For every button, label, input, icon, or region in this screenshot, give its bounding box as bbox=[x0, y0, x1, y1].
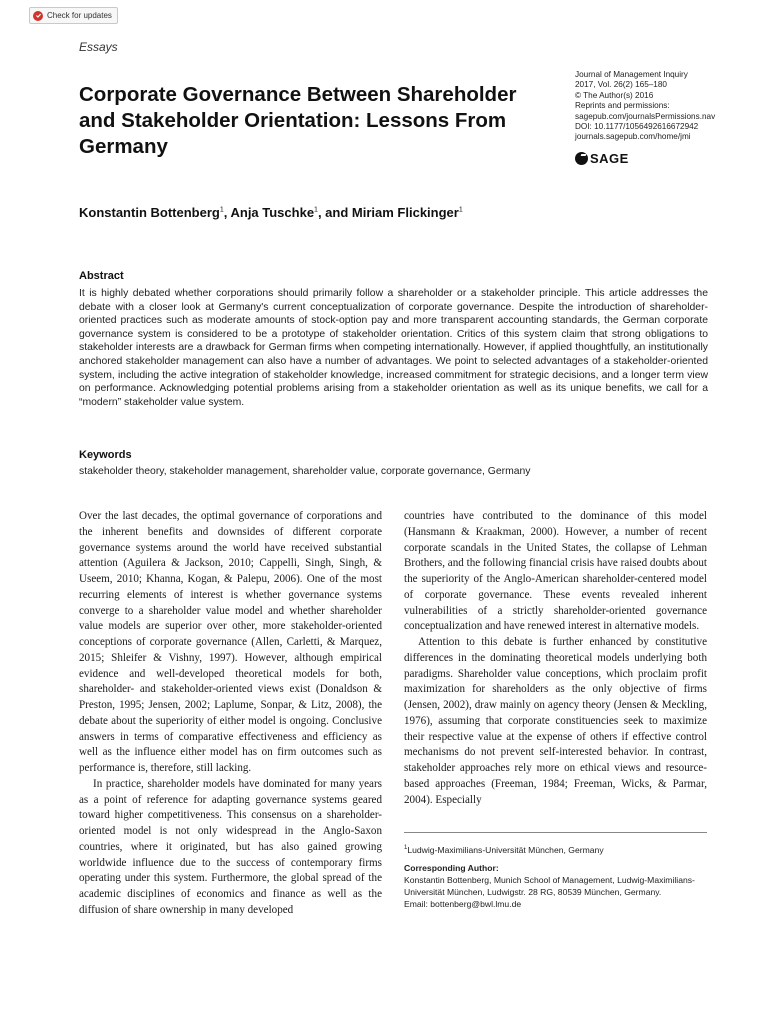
body-paragraph: Attention to this debate is further enhanced by constitutive differences in the dominating theoretical models underlying both paradigms. Shareholder value conceptions, which proclaim profit maximization for shareholders as the only objective of firms (Jensen, 2002), draw mainly on agency theory (Jensen & Meckling, 1976), assuming that corporate constituencies seek to maximize their respective value at the expense of others if effective control mechanisms do not prevent self-interested behavior. In contrast, stakeholder approaches rely more on ethical views and resource-based approaches (Freeman, 1984; Freeman, Wicks, & Parmar, 2004). Especially bbox=[404, 636, 707, 806]
corresponding-author-heading: Corresponding Author: bbox=[404, 862, 499, 873]
body-column-left bbox=[79, 509, 382, 919]
body-paragraph: Over the last decades, the optimal governance of corporations and the inherent benefits and downsides of different corporate governance systems around the world have received substantial attention (Aguilera & Jackson, 2010; Cappelli, Singh, Singh, & Useem, 2010; Khanna, Kogan, & Palepu, 2006). One of the most recurring elements of interest is whether governance systems converge to a shareholder value model and whether shareholder value models are superior over other, more stakeholder-oriented conceptions of corporate governance (Allen, Carletti, & Marquez, 2015; Shleifer & Vishny, 1997). However, although empirical evidence and well-developed theoretical models for both, shareholder- and stakeholder-oriented views exist (Donaldson & Preston, 1995; Jensen, 2002; Laplume, Sonpar, & Litz, 2008), the debate about the superiority of either model is ongoing. Conclusive answers in terms of comparative effectiveness and efficiency as well as the influence either model has on firm outcomes such as performance is, therefore, still lacking. bbox=[79, 510, 382, 774]
corresponding-author-email[interactable]: Email: bottenberg@bwl.lmu.de bbox=[404, 898, 522, 909]
keywords-text: stakeholder theory, stakeholder management, shareholder value, corporate governance, Germany bbox=[79, 466, 531, 477]
affiliation-mark: 1 bbox=[404, 845, 408, 851]
paper-title: Corporate Governance Between Shareholder and Stakeholder Orientation: Lessons From Germany bbox=[79, 83, 517, 158]
abstract-text: It is highly debated whether corporations should primarily follow a shareholder or a stakeholder principle. This article addresses the debate with a closer look at Germany's current conceptualization of corporate governance. Despite the introduction of shareholder-oriented practices such as moderate amounts of stock-option pay and more transparent accounting standards, the German corporate governance system is considered to be a prototype of stakeholder orientation. Critics of this system claim that strong obligations to stakeholder interests are a drawback for German firms when competing internationally. However, if applied thoughtfully, an institutionally anchored stakeholder management can also have a number of advantages. We point to selected advantages of a stakeholder-oriented system, including the active integration of stakeholder knowledge, increased commitment for strategic decisions, and a longer term view on performance. Acknowledging potential problems arising from a stakeholder orientation as well as its unique benefits, we call for a “modern” stakeholder value system. bbox=[79, 288, 708, 408]
affiliation-mark: 1 bbox=[458, 206, 463, 214]
check-for-updates-badge[interactable] bbox=[29, 7, 118, 24]
affiliation-mark: 1 bbox=[314, 206, 318, 214]
copyright-line: © The Author(s) 2016 bbox=[575, 90, 654, 100]
publisher-name: SAGE bbox=[590, 151, 629, 166]
doi-line[interactable]: DOI: 10.1177/1056492616672942 bbox=[575, 122, 699, 132]
author-separator: , and bbox=[317, 205, 352, 220]
affiliation-text: Ludwig-Maximilians-Universität München, Germany bbox=[407, 844, 604, 855]
journal-info bbox=[575, 70, 745, 143]
author-name: Anja Tuschke bbox=[230, 205, 315, 220]
body-paragraph: countries have contributed to the dominance of this model (Hansmann & Kraakman, 2000). However, a number of recent corporate scandals in the United States, the collapse of Lehman Brothers, and the following financial crisis have raised doubts about the superiority of the Anglo-American shareholder-centered model of corporate governance. These events revealed inherent vulnerabilities of a strictly shareholder-oriented governance conceptualization and have renewed interest in alternative models. bbox=[404, 510, 707, 633]
affiliation-mark: 1 bbox=[219, 206, 224, 214]
journal-homepage-link[interactable]: journals.sagepub.com/home/jmi bbox=[575, 132, 691, 142]
journal-name: Journal of Management Inquiry bbox=[575, 70, 688, 79]
keywords-heading: Keywords bbox=[79, 449, 132, 461]
reprints-line: Reprints and permissions: bbox=[575, 101, 670, 111]
update-check-icon bbox=[33, 11, 43, 21]
check-for-updates-label: Check for updates bbox=[47, 11, 112, 20]
sage-logo bbox=[575, 151, 629, 166]
sage-logo-icon bbox=[575, 152, 588, 165]
abstract-heading: Abstract bbox=[79, 270, 124, 282]
section-label: Essays bbox=[79, 40, 118, 54]
body-column-right bbox=[404, 509, 707, 808]
author-separator: , bbox=[223, 205, 231, 220]
affiliation-note bbox=[404, 842, 707, 856]
author-name: Konstantin Bottenberg bbox=[79, 205, 220, 220]
corresponding-author-address: Konstantin Bottenberg, Munich School of Management, Ludwig-Maximilians-Universität München, Ludwigstr. 28 RG, 80539 München, Germany. bbox=[404, 874, 695, 897]
author-name: Miriam Flickinger bbox=[351, 205, 459, 220]
body-paragraph: In practice, shareholder models have dominated for many years as a point of reference for adapting governance systems geared toward higher competitiveness. This consensus on a shareholder-oriented model is not only widespread in the Anglo-Saxon countries, where it originated, but has also gained growing worldwide influence due to the success of contemporary firms operating under this system. Furthermore, the global spread of the academic disciplines of economics and finance as well as the diffusion of share ownership in many developed bbox=[79, 777, 382, 916]
journal-volume: 2017, Vol. 26(2) 165–180 bbox=[575, 80, 667, 90]
author-list bbox=[79, 205, 463, 220]
footnote-divider bbox=[404, 832, 707, 833]
footnotes bbox=[404, 842, 707, 910]
permissions-link[interactable]: sagepub.com/journalsPermissions.nav bbox=[575, 111, 716, 121]
